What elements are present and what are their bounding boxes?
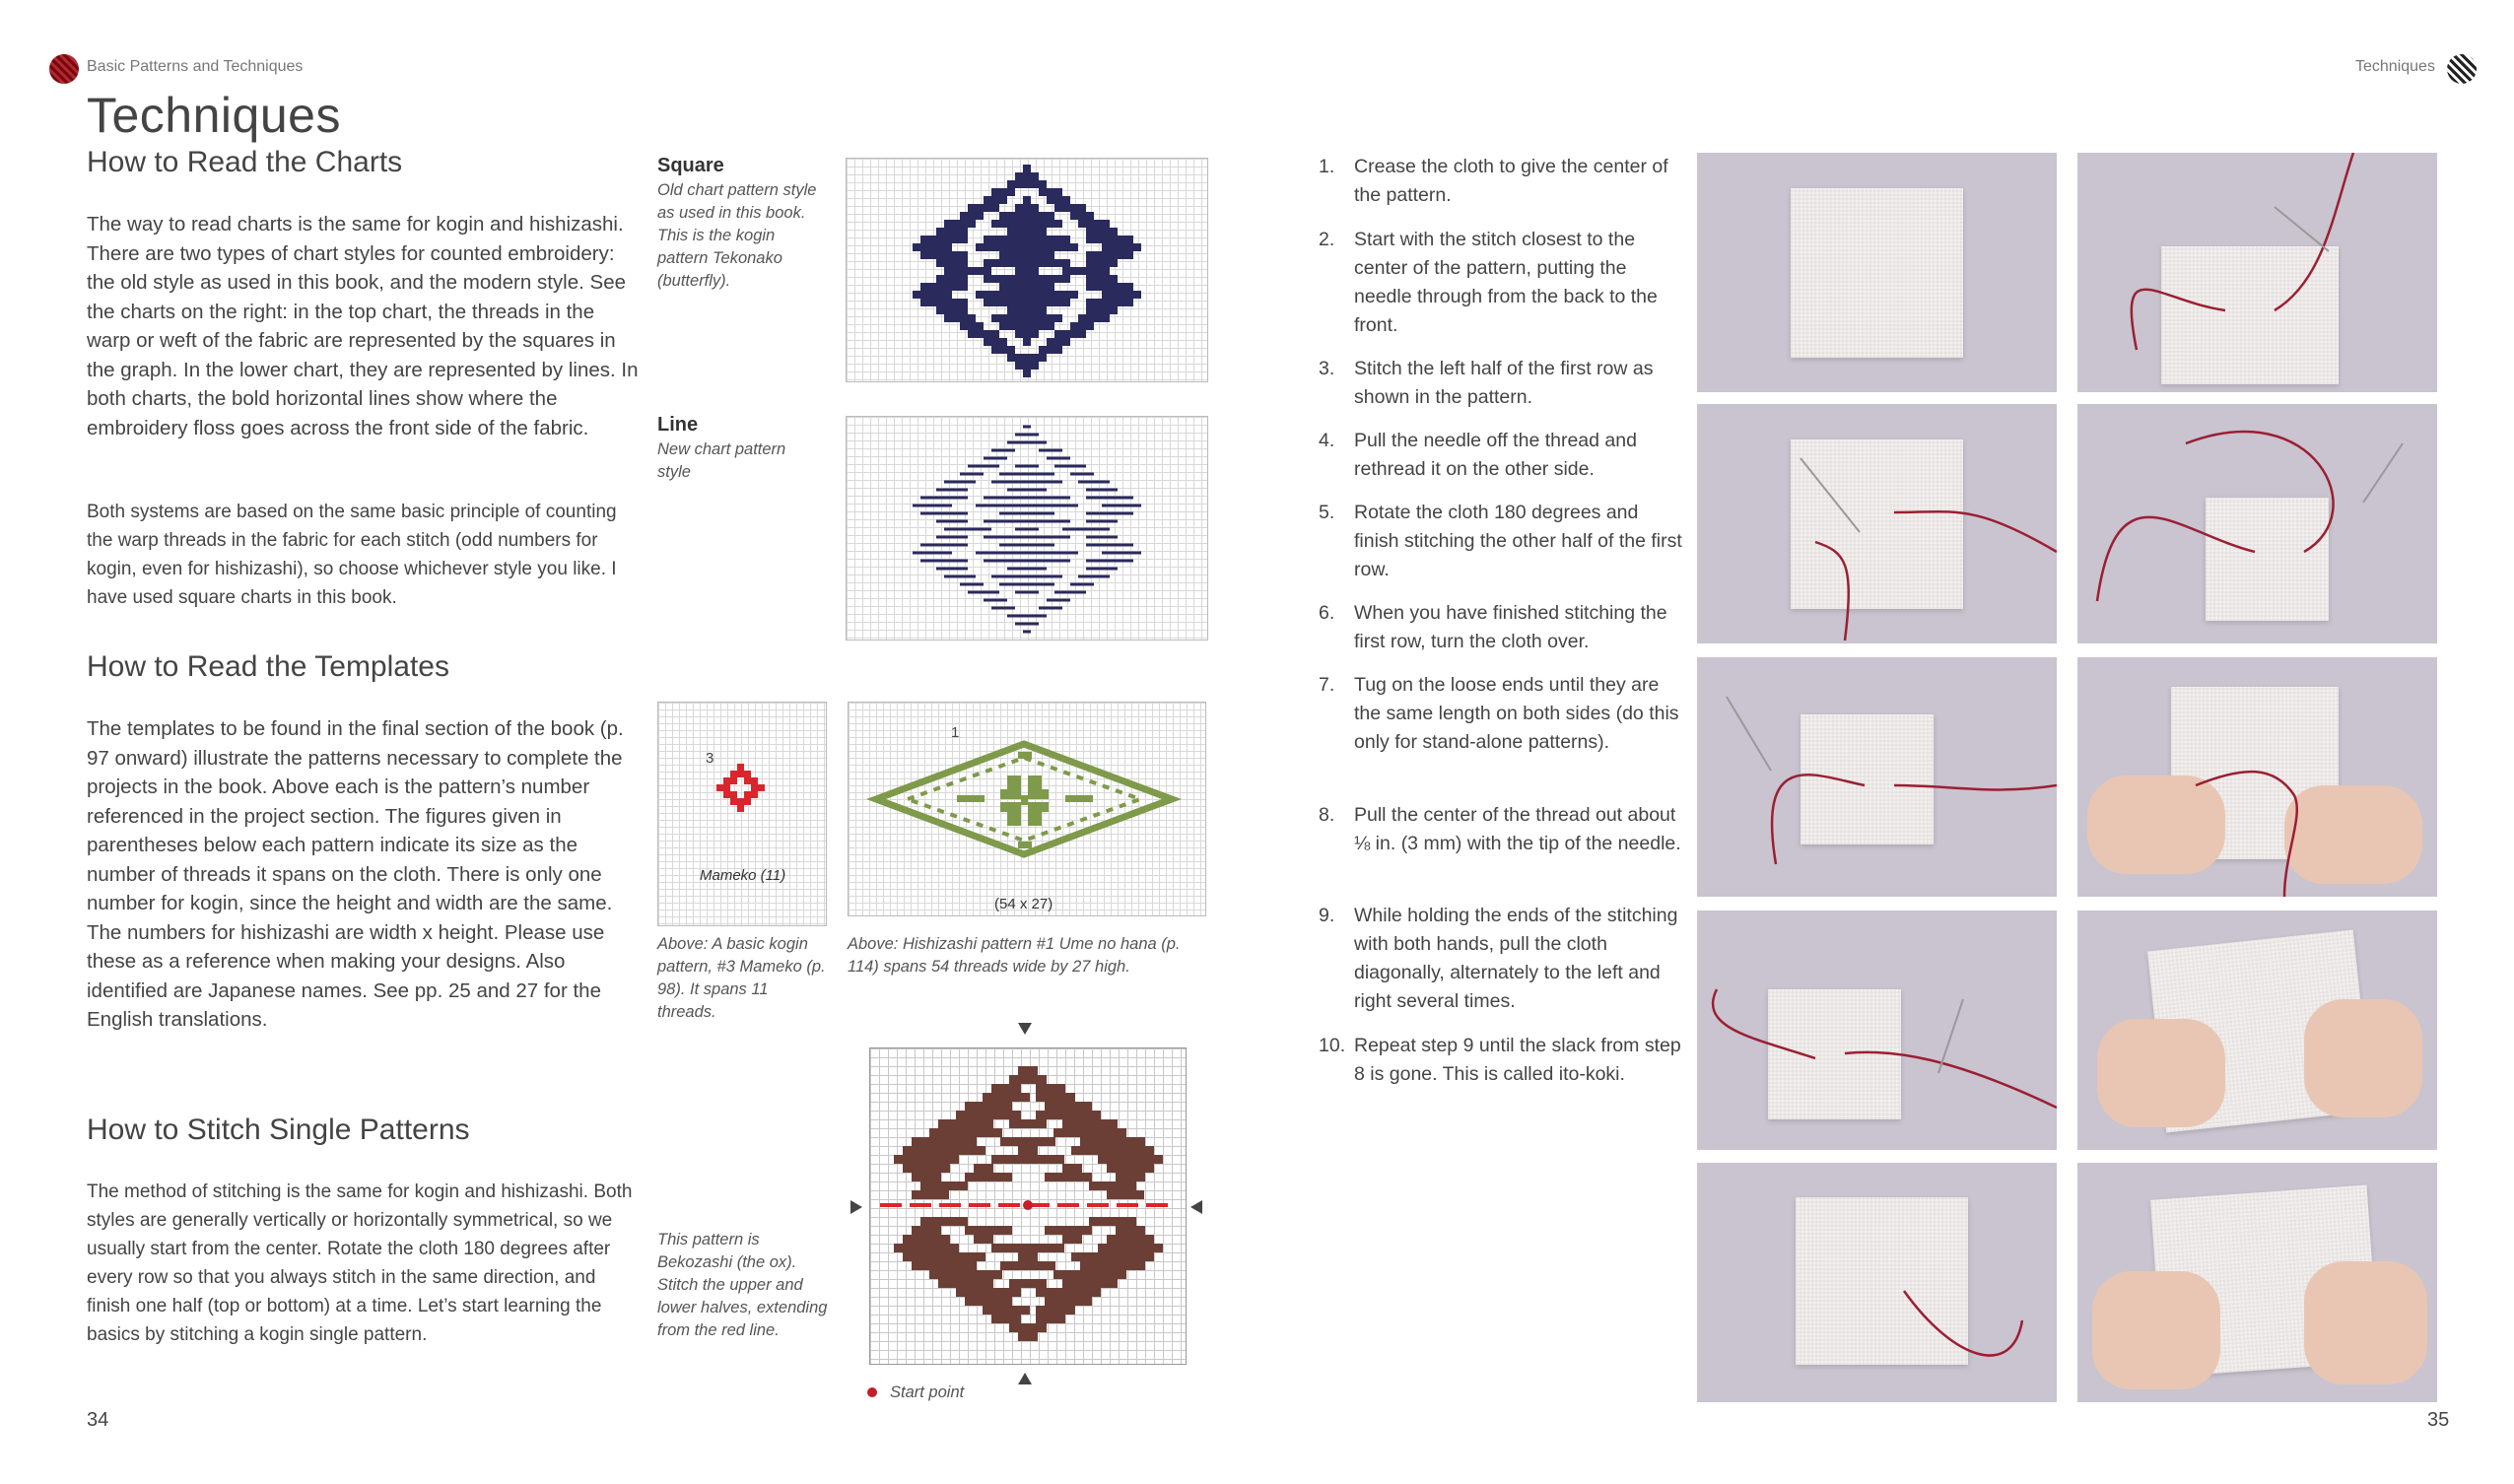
step-number: 4. bbox=[1319, 430, 1335, 451]
page-number-left: 34 bbox=[87, 1409, 109, 1431]
step-number: 7. bbox=[1319, 674, 1335, 696]
step-photo-6 bbox=[2077, 153, 2437, 392]
step-photo-3 bbox=[1697, 657, 2057, 897]
step-photo-10 bbox=[2077, 1163, 2437, 1402]
stitch-paragraph: The method of stitching is the same for kogin and hishizashi. Both styles are generally vertically or horizontally symmetrical, so we usually start from the center. Rotate the cloth 180 degrees after every row so that you always stitch in the same direction, and finish one half (top or bottom) at a time. Let’s start learning the basics by stitching a kogin single pattern. bbox=[87, 1181, 633, 1345]
start-point-label: Start point bbox=[890, 1383, 965, 1401]
mameko-name: Mameko (11) bbox=[700, 867, 786, 884]
step-1 bbox=[1319, 153, 1683, 210]
line-label: Line bbox=[657, 414, 699, 436]
step-text: Pull the needle off the thread and rethread it on the other side. bbox=[1354, 430, 1637, 480]
page-number-right: 35 bbox=[2427, 1409, 2450, 1431]
step-photo-2 bbox=[1697, 404, 2057, 643]
running-header-left: Basic Patterns and Techniques bbox=[87, 58, 304, 75]
step-photo-9 bbox=[2077, 911, 2437, 1150]
templates-paragraph: The templates to be found in the final section of the book (p. 97 onward) illustrate the patterns necessary to complete the projects in the book. Above each is the pattern’s number referenced in the project section. The figures given in parentheses below each pattern indicate its size as the number of threads it spans on the cloth. There is only one number for kogin, since the height and width are the same. The numbers for hishizashi are width x height. Please use these as a reference when making your designs. Also identified are Japanese names. See pp. 25 and 27 for the English translations. bbox=[87, 717, 624, 1031]
line-style-pattern bbox=[847, 417, 1207, 640]
top-arrow-icon bbox=[1018, 1023, 1032, 1035]
section-heading-charts: How to Read the Charts bbox=[87, 146, 403, 178]
book-logo-icon-right bbox=[2447, 54, 2477, 84]
step-9 bbox=[1319, 902, 1683, 1016]
step-10 bbox=[1319, 1032, 1683, 1089]
step-2 bbox=[1319, 226, 1683, 340]
step-text: Tug on the loose ends until they are the same length on both sides (do this only for stand-alone patterns). bbox=[1354, 674, 1679, 753]
step-text: Crease the cloth to give the center of the pattern. bbox=[1354, 156, 1668, 206]
step-number: 10. bbox=[1319, 1035, 1346, 1056]
bekozashi-pattern bbox=[870, 1048, 1186, 1364]
umenohana-size: (54 x 27) bbox=[994, 896, 1053, 912]
step-text: Rotate the cloth 180 degrees and finish stitching the other half of the first row. bbox=[1354, 502, 1682, 580]
step-6 bbox=[1319, 599, 1683, 656]
charts-paragraph-1: The way to read charts is the same for kogin and hishizashi. There are two types of chart styles for counted embroidery: the old style as used in this book, and the modern style. See the charts on the right: in the top chart, the threads in the warp or weft of the fabric are represented by the squares in the graph. In the lower chart, they are represented by lines. In both charts, the bold horizontal lines show where the embroidery floss goes across the front side of the fabric. bbox=[87, 213, 639, 439]
step-number: 3. bbox=[1319, 358, 1335, 379]
step-text: Start with the stitch closest to the center of the pattern, putting the needle through from the back to the front. bbox=[1354, 229, 1658, 336]
line-caption: New chart pattern style bbox=[657, 440, 786, 481]
step-3 bbox=[1319, 355, 1683, 412]
step-7 bbox=[1319, 671, 1683, 757]
mameko-pattern bbox=[658, 703, 826, 925]
step-number: 2. bbox=[1319, 229, 1335, 250]
mameko-caption: Above: A basic kogin pattern, #3 Mameko (p. 98). It spans 11 threads. bbox=[657, 935, 826, 1021]
mameko-number: 3 bbox=[706, 750, 714, 767]
step-photo-7 bbox=[2077, 404, 2437, 643]
step-text: While holding the ends of the stitching with both hands, pull the cloth diagonally, alternately to the left and right several times. bbox=[1354, 905, 1678, 1012]
line-chart bbox=[846, 416, 1208, 641]
charts-paragraph-2: Both systems are based on the same basic principle of counting the warp threads in the fabric for each stitch (odd numbers for kogin, even for hishizashi), so choose whichever style you like. I have used square charts in this book. bbox=[87, 502, 617, 608]
bottom-arrow-icon bbox=[1018, 1373, 1032, 1384]
step-photo-4 bbox=[1697, 911, 2057, 1150]
step-4 bbox=[1319, 427, 1683, 484]
umenohana-pattern bbox=[849, 703, 1205, 915]
step-text: Pull the center of the thread out about ⅛ in. (3 mm) with the tip of the needle. bbox=[1354, 804, 1681, 854]
step-5 bbox=[1319, 499, 1683, 584]
bekozashi-caption: This pattern is Bekozashi (the ox). Stitch the upper and lower halves, extending from the red line. bbox=[657, 1231, 828, 1339]
step-text: When you have finished stitching the first row, turn the cloth over. bbox=[1354, 602, 1667, 652]
step-text: Repeat step 9 until the slack from step 8 is gone. This is called ito-koki. bbox=[1354, 1035, 1681, 1085]
step-number: 8. bbox=[1319, 804, 1335, 826]
page-title: Techniques bbox=[87, 88, 341, 143]
step-number: 9. bbox=[1319, 905, 1335, 926]
left-arrow-icon bbox=[850, 1200, 862, 1214]
step-photo-8 bbox=[2077, 657, 2437, 897]
mameko-template bbox=[657, 702, 827, 926]
section-heading-stitch: How to Stitch Single Patterns bbox=[87, 1113, 470, 1146]
right-arrow-icon bbox=[1190, 1200, 1202, 1214]
start-point-dot-icon bbox=[867, 1387, 877, 1397]
square-caption: Old chart pattern style as used in this book. This is the kogin pattern Tekonako (butterfly). bbox=[657, 181, 817, 290]
step-text: Stitch the left half of the first row as shown in the pattern. bbox=[1354, 358, 1654, 408]
square-chart bbox=[846, 158, 1208, 382]
step-8 bbox=[1319, 801, 1683, 858]
step-photo-5 bbox=[1697, 1163, 2057, 1402]
step-number: 6. bbox=[1319, 602, 1335, 624]
book-logo-icon bbox=[49, 54, 79, 84]
step-photo-1 bbox=[1697, 153, 2057, 392]
umenohana-template bbox=[848, 702, 1206, 916]
section-heading-templates: How to Read the Templates bbox=[87, 650, 449, 683]
running-header-right: Techniques bbox=[2355, 58, 2435, 75]
step-number: 5. bbox=[1319, 502, 1335, 523]
umenohana-number: 1 bbox=[951, 724, 960, 741]
step-number: 1. bbox=[1319, 156, 1335, 177]
square-label: Square bbox=[657, 155, 724, 176]
bekozashi-chart bbox=[869, 1047, 1187, 1365]
umenohana-caption: Above: Hishizashi pattern #1 Ume no hana (p. 114) spans 54 threads wide by 27 high. bbox=[848, 935, 1181, 976]
tekonako-pattern bbox=[847, 159, 1207, 381]
